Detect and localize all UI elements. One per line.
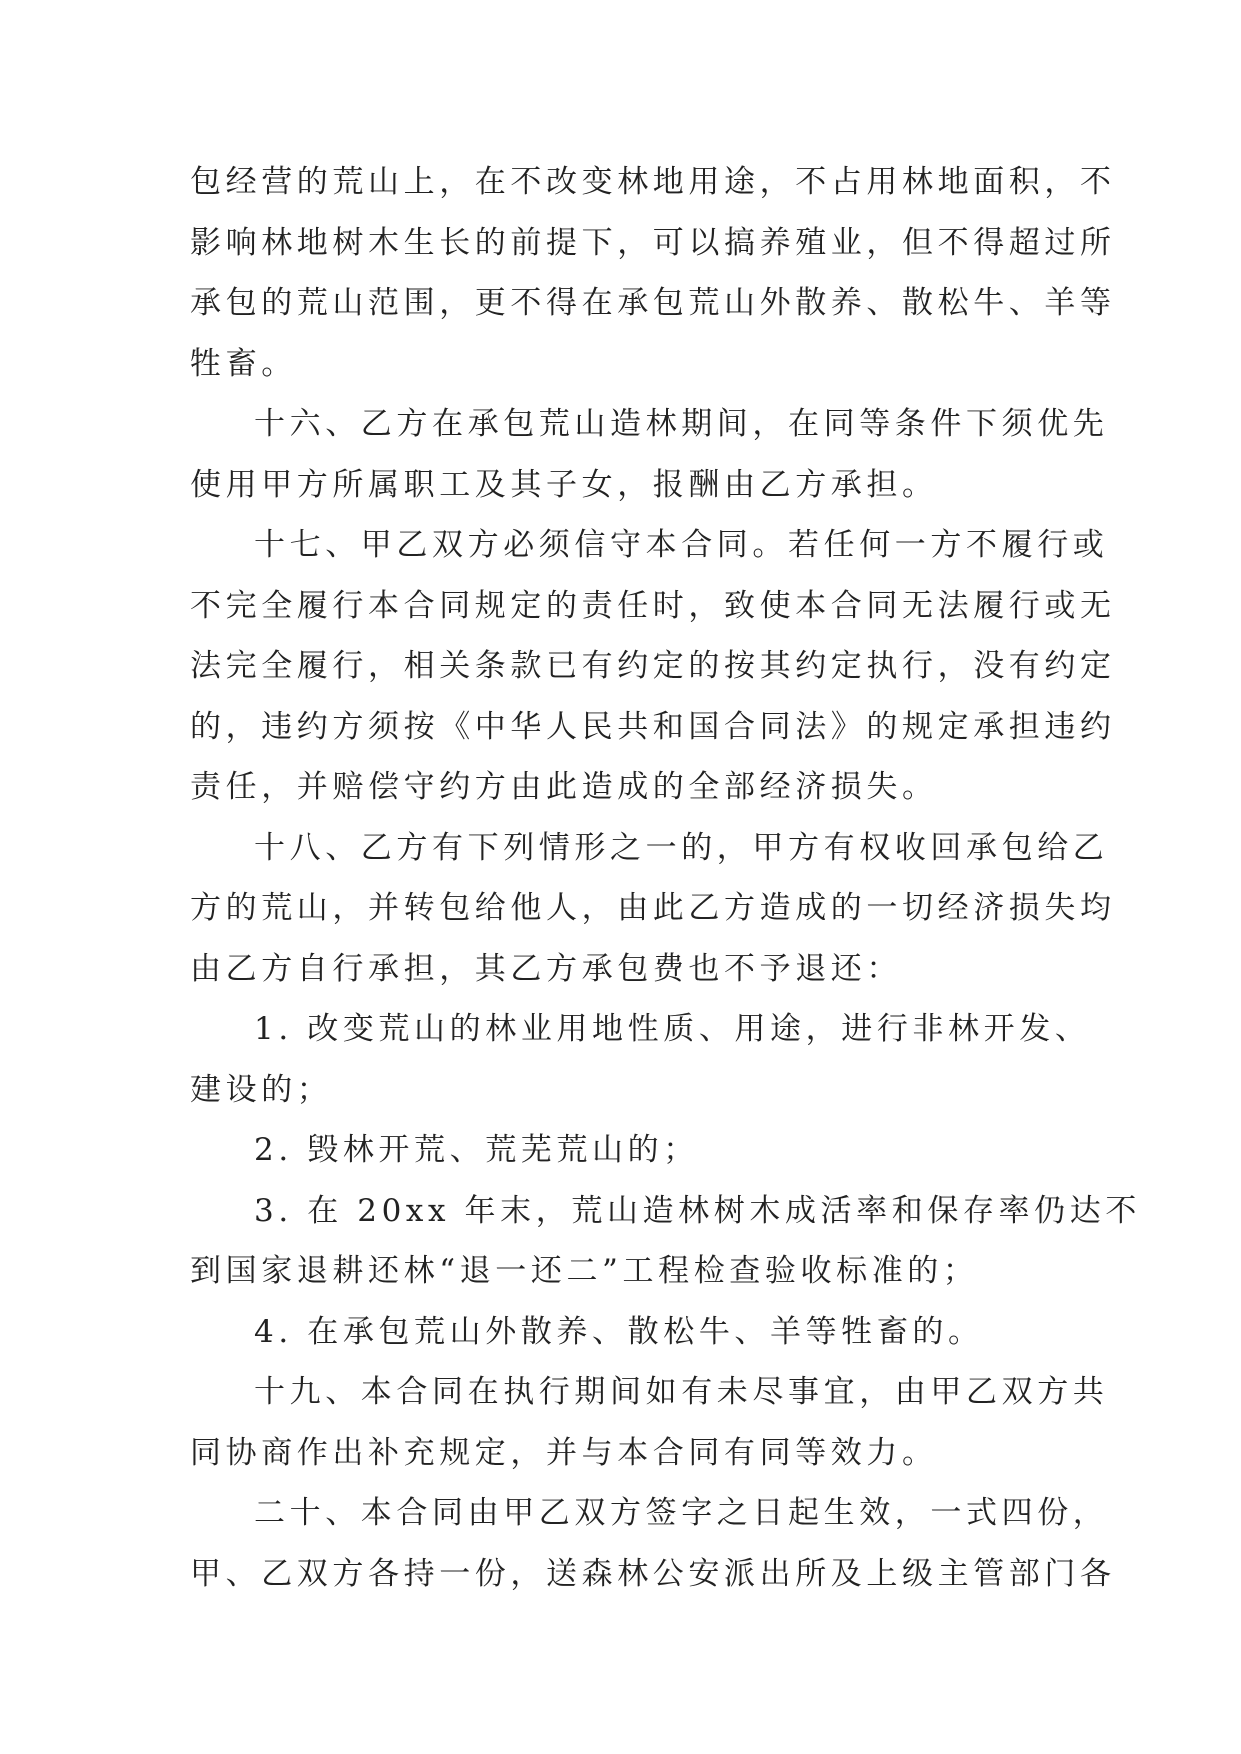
text-line: 二十、本合同由甲乙双方签字之日起生效，一式四份， [254, 1495, 1109, 1531]
text-line: 承包的荒山范围，更不得在承包荒山外散养、散松牛、羊等 [190, 285, 1116, 321]
text-line: 责任，并赔偿守约方由此造成的全部经济损失。 [190, 769, 938, 805]
paragraph-clause-19 [190, 1362, 1109, 1483]
text-line: 十八、乙方有下列情形之一的，甲方有权收回承包给乙 [254, 829, 1109, 866]
text-line: 1. 改变荒山的林业用地性质、用途，进行非林开发、 [254, 1011, 1091, 1047]
list-item-18-1 [190, 999, 1091, 1120]
text-line: 建设的； [190, 1071, 333, 1108]
text-line: 十九、本合同在执行期间如有未尽事宜，由甲乙双方共 [254, 1374, 1109, 1410]
paragraph-clause-17 [190, 515, 1116, 818]
text-line: 十七、甲乙双方必须信守本合同。若任何一方不履行或 [254, 527, 1109, 563]
document-body [190, 152, 1141, 1604]
list-item-18-4 [190, 1302, 1050, 1363]
paragraph-continued [190, 152, 1116, 394]
text-line: 法完全履行，相关条款已有约定的按其约定执行，没有约定 [190, 648, 1116, 684]
text-line: 甲、乙双方各持一份，送森林公安派出所及上级主管部门各 [190, 1555, 1116, 1592]
text-line: 影响林地树木生长的前提下，可以搞养殖业，但不得超过所 [190, 224, 1116, 261]
text-line: 方的荒山，并转包给他人，由此乙方造成的一切经济损失均 [190, 890, 1116, 926]
list-item-18-2 [190, 1120, 1050, 1181]
text-line: 到国家退耕还林“退一还二”工程检查验收标准的； [190, 1253, 979, 1289]
text-line: 使用甲方所属职工及其子女，报酬由乙方承担。 [190, 466, 938, 503]
text-line: 4. 在承包荒山外散养、散松牛、羊等牲畜的。 [254, 1313, 984, 1350]
text-line: 包经营的荒山上，在不改变林地用途，不占用林地面积，不 [190, 164, 1116, 200]
paragraph-clause-16 [190, 394, 1109, 515]
text-line: 牲畜。 [190, 345, 297, 382]
text-line: 十六、乙方在承包荒山造林期间，在同等条件下须优先 [254, 406, 1109, 442]
text-line: 不完全履行本合同规定的责任时，致使本合同无法履行或无 [190, 587, 1116, 624]
paragraph-clause-18 [190, 818, 1116, 1000]
text-line: 的，违约方须按《中华人民共和国合同法》的规定承担违约 [190, 708, 1116, 745]
text-line: 同协商作出补充规定，并与本合同有同等效力。 [190, 1434, 938, 1471]
text-line: 3. 在 20xx 年末，荒山造林树木成活率和保存率仍达不 [254, 1192, 1141, 1229]
text-line: 由乙方自行承担，其乙方承包费也不予退还： [190, 950, 902, 987]
text-line: 2. 毁林开荒、荒芜荒山的； [254, 1132, 699, 1168]
list-item-18-3 [190, 1181, 1141, 1302]
paragraph-clause-20 [190, 1483, 1116, 1604]
